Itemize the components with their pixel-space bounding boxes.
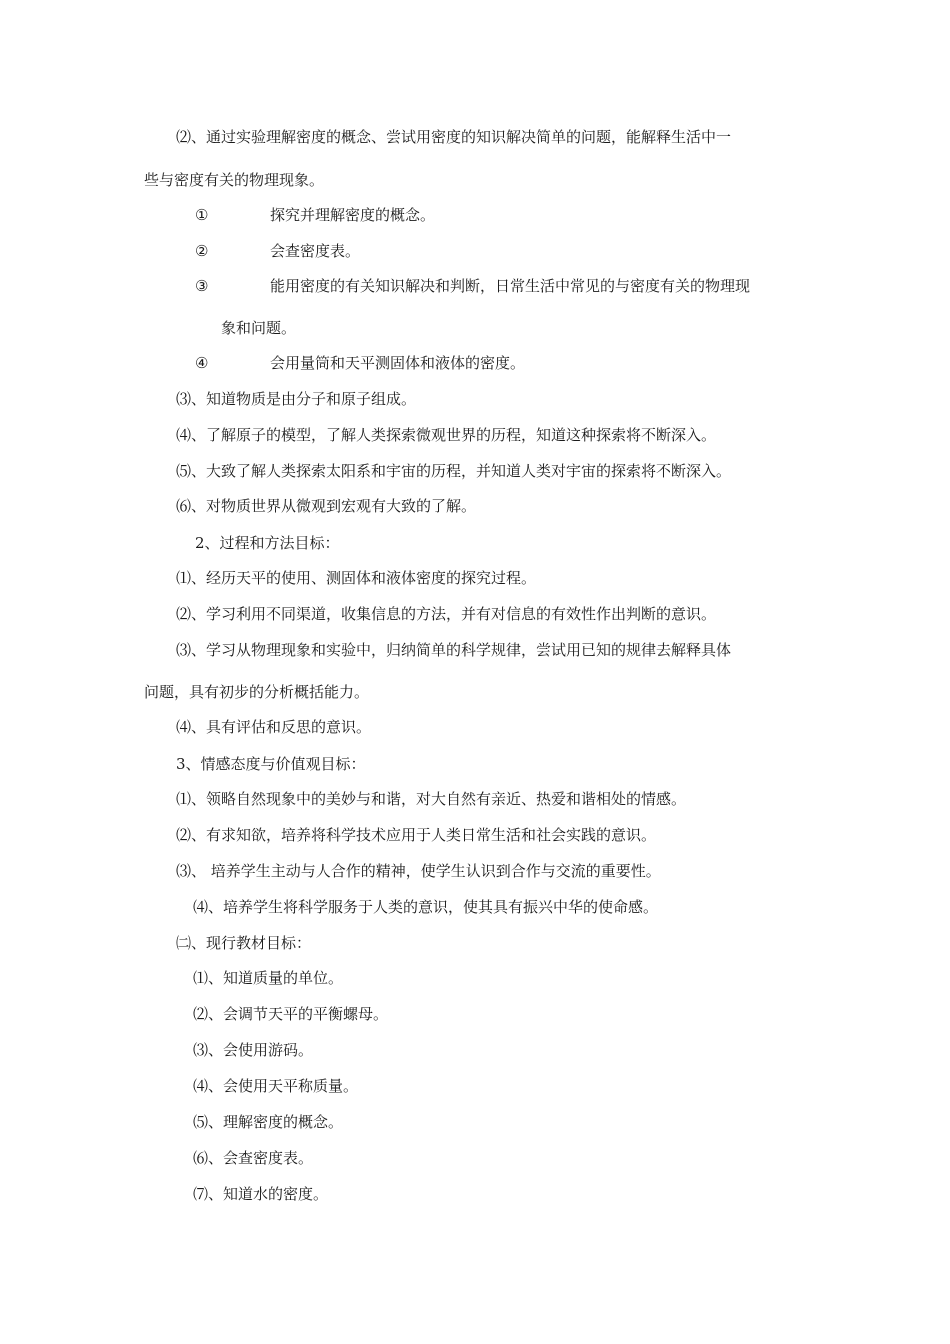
- emotion-4: ⑷、培养学生将科学服务于人类的意识，使其具有振兴中华的使命感。: [193, 898, 659, 916]
- textbook-item-1: ⑴、知道质量的单位。: [193, 969, 344, 987]
- sub-item-3-marker: ③: [195, 277, 209, 295]
- emotion-heading: 3、情感态度与价值观目标：: [176, 755, 366, 773]
- process-2: ⑵、学习利用不同渠道，收集信息的方法，并有对信息的有效性作出判断的意识。: [176, 605, 717, 623]
- sub-item-3-text: 能用密度的有关知识解决和判断，日常生活中常见的与密度有关的物理现: [270, 277, 751, 295]
- emotion-3: ⑶、 培养学生主动与人合作的精神，使学生认识到合作与交流的重要性。: [176, 862, 661, 880]
- objective-5: ⑸、大致了解人类探索太阳系和宇宙的历程，并知道人类对宇宙的探索将不断深入。: [176, 462, 732, 480]
- sub-item-2-text: 会查密度表。: [270, 242, 361, 260]
- emotion-2: ⑵、有求知欲，培养将科学技术应用于人类日常生活和社会实践的意识。: [176, 826, 657, 844]
- objective-4: ⑷、了解原子的模型，了解人类探索微观世界的历程，知道这种探索将不断深入。: [176, 426, 717, 444]
- textbook-item-3: ⑶、会使用游码。: [193, 1041, 314, 1059]
- process-1: ⑴、经历天平的使用、测固体和液体密度的探究过程。: [176, 569, 537, 587]
- textbook-item-4: ⑷、会使用天平称质量。: [193, 1077, 359, 1095]
- textbook-item-2: ⑵、会调节天平的平衡螺母。: [193, 1005, 389, 1023]
- process-3-line-1: ⑶、学习从物理现象和实验中，归纳简单的科学规律，尝试用已知的规律去解释具体: [176, 641, 732, 659]
- textbook-item-7: ⑺、知道水的密度。: [193, 1185, 329, 1203]
- emotion-1: ⑴、领略自然现象中的美妙与和谐，对大自然有亲近、热爱和谐相处的情感。: [176, 790, 687, 808]
- sub-item-3-continuation: 象和问题。: [221, 319, 297, 337]
- sub-item-4-marker: ④: [195, 354, 209, 372]
- textbook-heading: ㈡、现行教材目标：: [176, 934, 312, 952]
- objective-6: ⑹、对物质世界从微观到宏观有大致的了解。: [176, 497, 477, 515]
- sub-item-2-marker: ②: [195, 242, 209, 260]
- objective-2-line-2: 些与密度有关的物理现象。: [144, 171, 325, 189]
- process-3-line-2: 问题，具有初步的分析概括能力。: [144, 683, 370, 701]
- objective-3: ⑶、知道物质是由分子和原子组成。: [176, 390, 417, 408]
- sub-item-1-text: 探究并理解密度的概念。: [270, 206, 436, 224]
- process-heading: 2、过程和方法目标：: [195, 534, 340, 552]
- textbook-item-6: ⑹、会查密度表。: [193, 1149, 314, 1167]
- sub-item-4-text: 会用量筒和天平测固体和液体的密度。: [270, 354, 526, 372]
- sub-item-1-marker: ①: [195, 206, 209, 224]
- textbook-item-5: ⑸、理解密度的概念。: [193, 1113, 344, 1131]
- process-4: ⑷、具有评估和反思的意识。: [176, 718, 372, 736]
- objective-2-line-1: ⑵、通过实验理解密度的概念、尝试用密度的知识解决简单的问题，能解释生活中一: [176, 128, 732, 146]
